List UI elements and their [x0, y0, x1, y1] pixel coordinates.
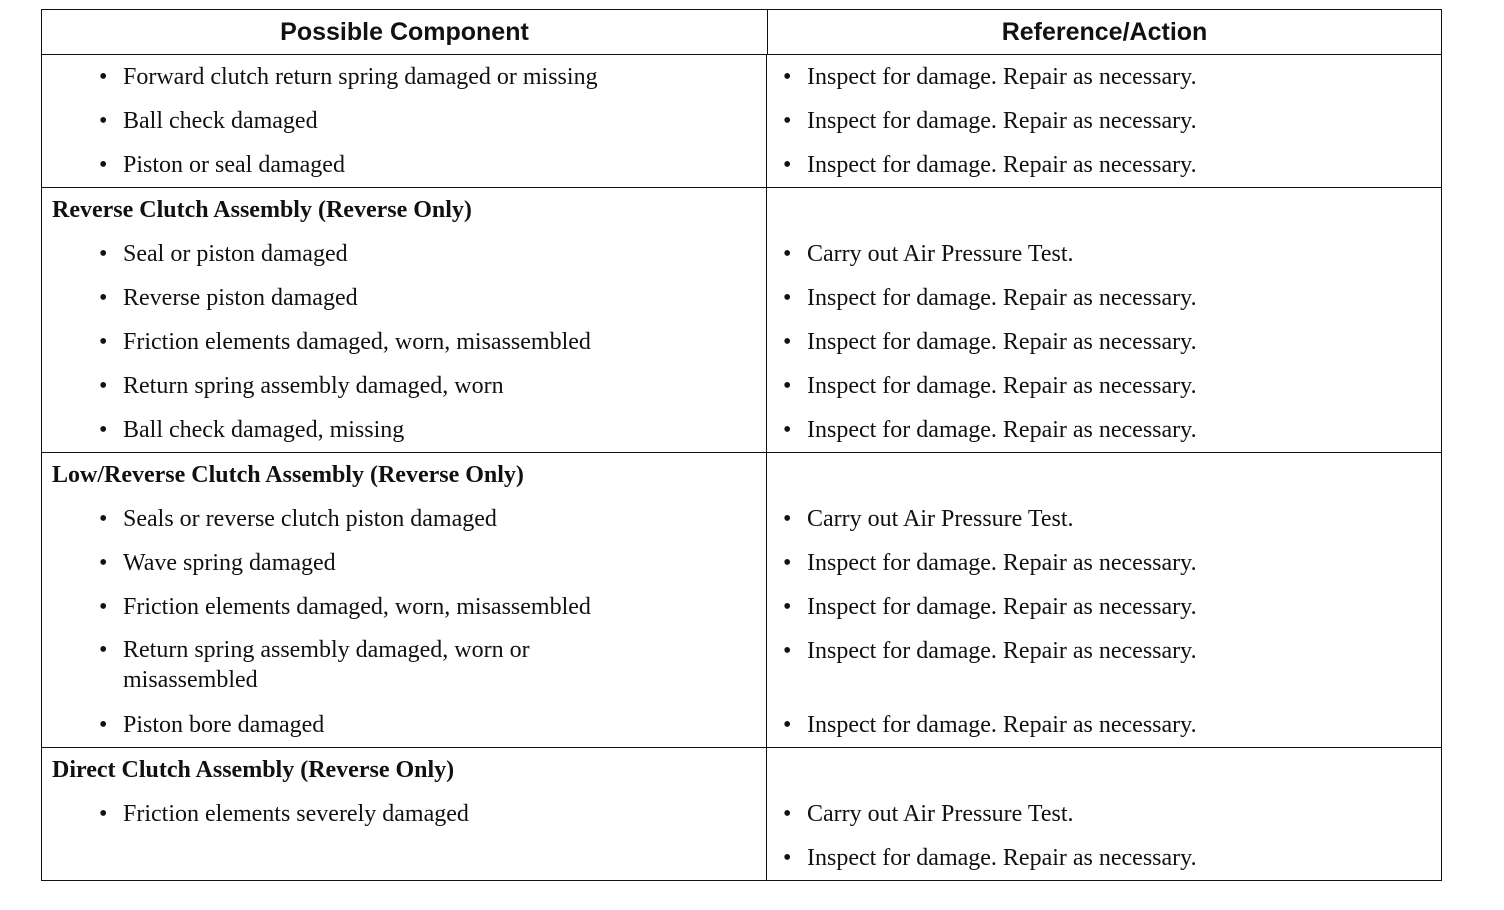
- component-text: Piston or seal damaged: [123, 152, 345, 178]
- action-item: [767, 836, 1441, 880]
- component-item: [42, 541, 766, 585]
- bullet-icon: •: [783, 845, 792, 871]
- action-column: [767, 453, 1441, 747]
- bullet-icon: •: [783, 108, 792, 134]
- component-text: Reverse piston damaged: [123, 285, 358, 311]
- header-reference-action: Reference/Action: [1001, 17, 1208, 46]
- action-text: Inspect for damage. Repair as necessary.: [807, 712, 1197, 738]
- bullet-icon: •: [99, 241, 108, 267]
- bullet-icon: •: [99, 373, 108, 399]
- bullet-icon: •: [99, 594, 108, 620]
- bullet-icon: •: [99, 506, 108, 532]
- component-item: [42, 703, 766, 747]
- action-item: [767, 703, 1441, 747]
- action-item: [767, 143, 1441, 187]
- bullet-icon: •: [99, 329, 108, 355]
- component-item: [42, 143, 766, 187]
- bullet-icon: •: [783, 506, 792, 532]
- bullet-icon: •: [99, 64, 108, 90]
- heading-spacer: [767, 188, 1441, 232]
- component-text: Return spring assembly damaged, worn: [123, 373, 504, 399]
- action-text: Carry out Air Pressure Test.: [807, 506, 1074, 532]
- table-header: [42, 10, 1441, 55]
- action-text: Inspect for damage. Repair as necessary.: [807, 329, 1197, 355]
- component-item: [42, 408, 766, 452]
- action-text: Inspect for damage. Repair as necessary.: [807, 373, 1197, 399]
- section-direct-clutch: [42, 748, 1441, 880]
- action-item: [767, 55, 1441, 99]
- bullet-icon: •: [99, 152, 108, 178]
- bullet-icon: •: [783, 594, 792, 620]
- bullet-icon: •: [99, 417, 108, 443]
- diagnosis-table: [41, 9, 1442, 881]
- action-text: Inspect for damage. Repair as necessary.: [807, 417, 1197, 443]
- action-text: Inspect for damage. Repair as necessary.: [807, 550, 1197, 576]
- action-text: Inspect for damage. Repair as necessary.: [807, 152, 1197, 178]
- bullet-icon: •: [99, 108, 108, 134]
- action-item: [767, 792, 1441, 836]
- component-text: Seal or piston damaged: [123, 241, 348, 267]
- action-item: [767, 585, 1441, 629]
- component-text: Piston bore damaged: [123, 712, 325, 738]
- bullet-icon: •: [99, 801, 108, 827]
- component-column: [42, 55, 767, 187]
- action-item: [767, 232, 1441, 276]
- section-heading: Reverse Clutch Assembly (Reverse Only): [52, 197, 472, 223]
- section-low-reverse-clutch: [42, 453, 1441, 748]
- action-item: [767, 99, 1441, 143]
- component-text: Friction elements severely damaged: [123, 801, 469, 827]
- section-reverse-clutch: [42, 188, 1441, 453]
- action-item: [767, 629, 1441, 703]
- action-item: [767, 541, 1441, 585]
- component-item: [42, 99, 766, 143]
- component-text: Ball check damaged: [123, 108, 318, 134]
- bullet-icon: •: [783, 64, 792, 90]
- component-text: Friction elements damaged, worn, misassembled: [123, 594, 591, 620]
- bullet-icon: •: [783, 285, 792, 311]
- bullet-icon: •: [783, 638, 792, 664]
- component-text: Ball check damaged, missing: [123, 417, 405, 443]
- action-column: [767, 188, 1441, 452]
- action-text: Inspect for damage. Repair as necessary.: [807, 285, 1197, 311]
- bullet-icon: •: [99, 285, 108, 311]
- action-column: [767, 55, 1441, 187]
- component-item: [42, 792, 766, 836]
- component-column: [42, 453, 767, 747]
- action-text: Inspect for damage. Repair as necessary.: [807, 594, 1197, 620]
- component-item: [42, 364, 766, 408]
- component-text: Return spring assembly damaged, worn or misassembled: [123, 637, 530, 693]
- action-item: [767, 320, 1441, 364]
- action-item: [767, 364, 1441, 408]
- bullet-icon: •: [783, 801, 792, 827]
- action-text: Inspect for damage. Repair as necessary.: [807, 64, 1197, 90]
- action-text: Inspect for damage. Repair as necessary.: [807, 108, 1197, 134]
- component-text: Wave spring damaged: [123, 550, 336, 576]
- component-text: Forward clutch return spring damaged or missing: [123, 64, 598, 90]
- bullet-icon: •: [783, 329, 792, 355]
- action-item: [767, 276, 1441, 320]
- heading-spacer: [767, 748, 1441, 792]
- component-item: [42, 320, 766, 364]
- empty-row: [42, 836, 766, 880]
- bullet-icon: •: [783, 373, 792, 399]
- component-column: [42, 188, 767, 452]
- component-item: [42, 232, 766, 276]
- action-column: [767, 748, 1441, 880]
- action-text: Inspect for damage. Repair as necessary.: [807, 845, 1197, 871]
- action-text: Carry out Air Pressure Test.: [807, 801, 1074, 827]
- bullet-icon: •: [99, 637, 108, 663]
- section-forward-clutch: [42, 55, 1441, 188]
- bullet-icon: •: [99, 712, 108, 738]
- component-item: [42, 55, 766, 99]
- bullet-icon: •: [783, 712, 792, 738]
- action-item: [767, 497, 1441, 541]
- action-text: Carry out Air Pressure Test.: [807, 241, 1074, 267]
- heading-spacer: [767, 453, 1441, 497]
- bullet-icon: •: [783, 241, 792, 267]
- component-text: Seals or reverse clutch piston damaged: [123, 506, 497, 532]
- component-column: [42, 748, 767, 880]
- component-item: [42, 629, 766, 703]
- bullet-icon: •: [783, 152, 792, 178]
- section-heading: Low/Reverse Clutch Assembly (Reverse Only): [52, 462, 524, 488]
- component-item: [42, 585, 766, 629]
- bullet-icon: •: [783, 550, 792, 576]
- section-heading: Direct Clutch Assembly (Reverse Only): [52, 757, 455, 783]
- action-item: [767, 408, 1441, 452]
- header-possible-component: Possible Component: [42, 10, 768, 54]
- component-text: Friction elements damaged, worn, misassembled: [123, 329, 591, 355]
- component-item: [42, 497, 766, 541]
- bullet-icon: •: [99, 550, 108, 576]
- component-item: [42, 276, 766, 320]
- bullet-icon: •: [783, 417, 792, 443]
- action-text: Inspect for damage. Repair as necessary.: [807, 638, 1197, 664]
